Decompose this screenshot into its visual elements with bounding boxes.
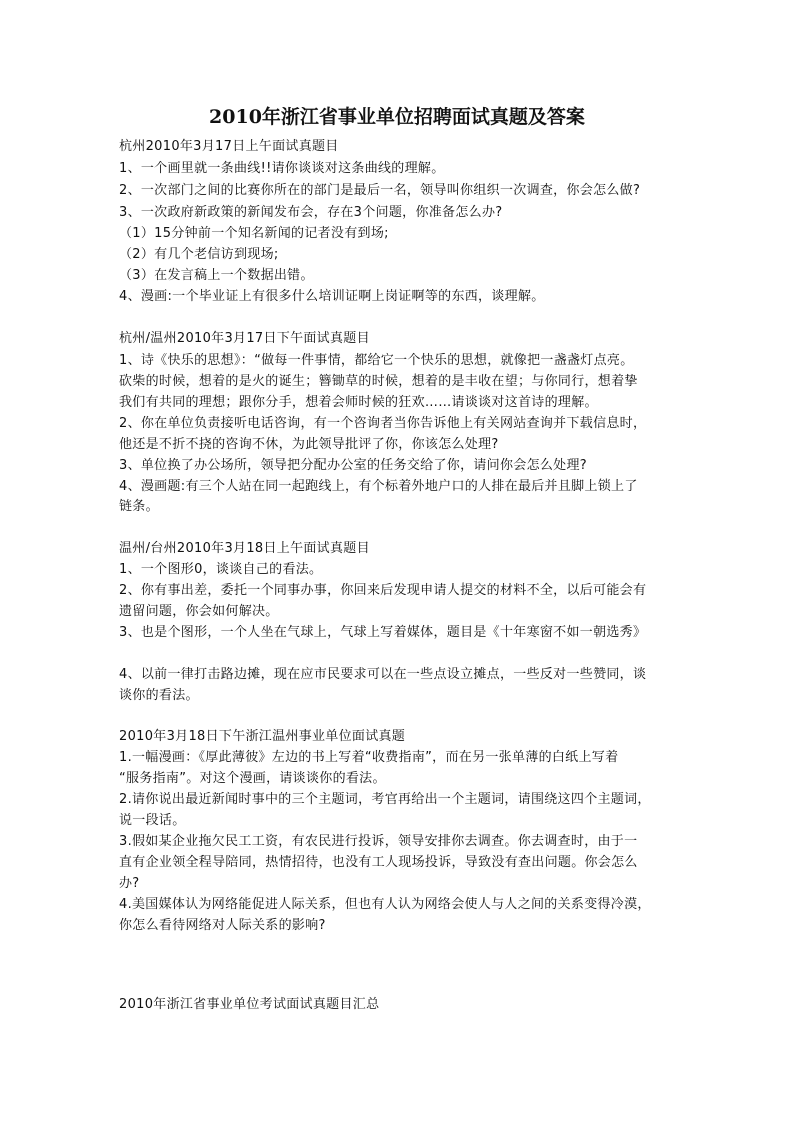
paragraph-line: 2、一次部门之间的比赛你所在的部门是最后一名，领导叫你组织一次调查，你会怎么做? (119, 183, 641, 198)
paragraph-line: 1、一个画里就一条曲线!!请你谈谈对这条曲线的理解。 (119, 161, 445, 176)
paragraph-line: 4、漫画:一个毕业证上有很多什么培训证啊上岗证啊等的东西，谈理解。 (119, 289, 545, 304)
paragraph-line: 砍柴的时候，想着的是火的诞生；簪锄草的时候，想着的是丰收在望；与你同行，想着挚 (119, 374, 638, 389)
paragraph-line: 2、你在单位负责接听电话咨询，有一个咨询者当你告诉他上有关网站查询并下载信息时， (119, 416, 647, 431)
section-heading-summary: 2010年浙江省事业单位考试面试真题目汇总 (119, 997, 380, 1012)
paragraph-line: 1、一个图形0，谈谈自己的看法。 (119, 562, 323, 577)
paragraph-line: 1.一幅漫画：《厚此薄彼》左边的书上写着“收费指南”，而在另一张单薄的白纸上写着 (119, 750, 619, 765)
paragraph-line: （2）有几个老信访到现场; (119, 247, 279, 262)
paragraph-line: 遗留问题，你会如何解决。 (119, 604, 279, 619)
paragraph-line: 4、漫画题:有三个人站在同一起跑线上，有个标着外地户口的人排在最后并且脚上锁上了 (119, 479, 638, 494)
paragraph-line: 说一段话。 (119, 813, 186, 828)
section-heading-wenzhou-taizhou-am: 温州/台州2010年3月18日上午面试真题目 (119, 541, 370, 556)
paragraph-line: 3、一次政府新政策的新闻发布会，存在3个问题，你准备怎么办? (119, 205, 503, 220)
paragraph-line: 你怎么看待网络对人际关系的影响? (119, 918, 326, 933)
paragraph-line: “服务指南”。对这个漫画，请谈谈你的看法。 (119, 771, 386, 786)
section-heading-hangzhou-wenzhou-pm: 杭州/温州2010年3月17日下午面试真题目 (119, 331, 370, 346)
paragraph-line: 1、诗《快乐的思想》：“做每一件事情，都给它一个快乐的思想，就像把一盏盏灯点亮。 (119, 353, 634, 368)
paragraph-line: 直有企业领全程导陪同，热情招待，也没有工人现场投诉，导致没有查出问题。你会怎么 (119, 855, 638, 870)
paragraph-line: 4.美国媒体认为网络能促进人际关系，但也有人认为网络会使人与人之间的关系变得冷漠， (119, 897, 651, 912)
paragraph-line: 办? (119, 876, 140, 891)
paragraph-line: 3、单位换了办公场所，领导把分配办公室的任务交给了你，请问你会怎么处理? (119, 458, 587, 473)
paragraph-line: 4、以前一律打击路边摊，现在应市民要求可以在一些点设立摊点，一些反对一些赞同，谈 (119, 667, 647, 682)
paragraph-line: （1）15分钟前一个知名新闻的记者没有到场; (119, 226, 389, 241)
paragraph-line: 2、你有事出差，委托一个同事办事，你回来后发现申请人提交的材料不全，以后可能会有 (119, 583, 647, 598)
paragraph-line: （3）在发言稿上一个数据出错。 (119, 268, 314, 283)
paragraph-line: 3、也是个图形，一个人坐在气球上，气球上写着媒体，题目是《十年寒窗不如一朝选秀》 (119, 625, 647, 640)
paragraph-line: 我们有共同的理想；跟你分手，想着会师时候的狂欢……请谈谈对这首诗的理解。 (119, 395, 598, 410)
section-heading-wenzhou-pm: 2010年3月18日下午浙江温州事业单位面试真题 (119, 729, 406, 744)
paragraph-line: 3.假如某企业拖欠民工工资，有农民进行投诉，领导安排你去调查。你去调查时，由于一 (119, 834, 638, 849)
paragraph-line: 链条。 (119, 499, 159, 514)
document-title: 2010年浙江省事业单位招聘面试真题及答案 (209, 106, 585, 128)
section-heading-hangzhou-am: 杭州2010年3月17日上午面试真题目 (119, 139, 339, 154)
paragraph-line: 他还是不折不挠的咨询不休，为此领导批评了你，你该怎么处理? (119, 437, 499, 452)
paragraph-line: 谈你的看法。 (119, 688, 199, 703)
paragraph-line: 2.请你说出最近新闻时事中的三个主题词，考官再给出一个主题词，请围绕这四个主题词， (119, 792, 651, 807)
